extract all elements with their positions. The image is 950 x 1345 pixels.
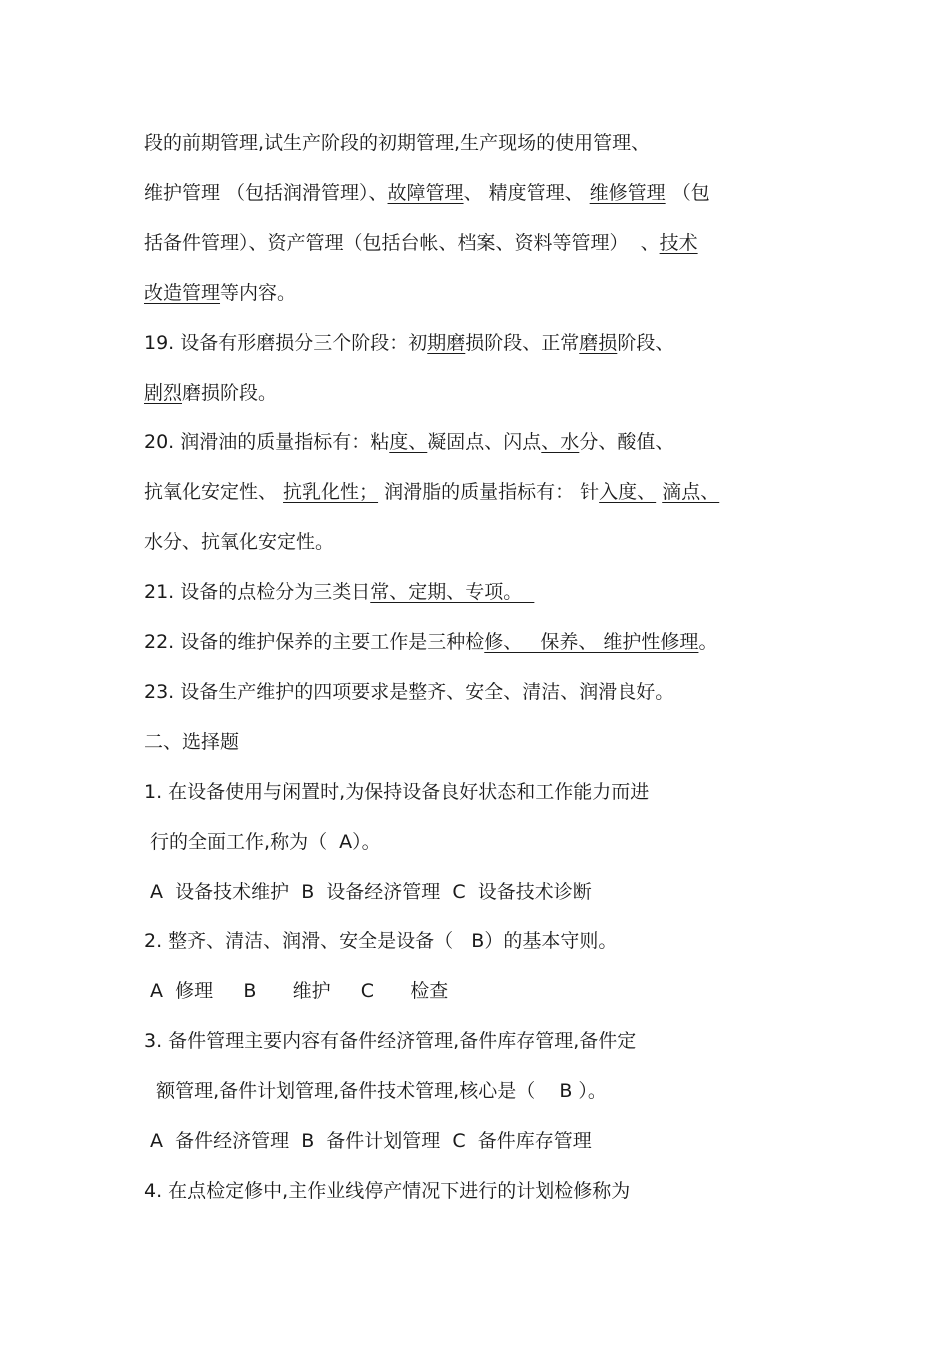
text-segment: 等内容。 — [220, 282, 297, 304]
text-segment: 维护管理 （包括润滑管理）、 — [144, 182, 388, 204]
text-segment: A 设备技术维护 B 设备经济管理 C 设备技术诊断 — [144, 881, 592, 903]
text-segment: 3. 备件管理主要内容有备件经济管理,备件库存管理,备件定 — [144, 1030, 637, 1052]
text-line — [144, 529, 334, 555]
underlined-answer: 维修管理 — [589, 182, 666, 204]
text-line — [144, 829, 381, 855]
text-line — [144, 679, 674, 705]
text-segment: 1. 在设备使用与闲置时,为保持设备良好状态和工作能力而进 — [144, 781, 650, 803]
underlined-answer: 磨损 — [579, 332, 618, 354]
text-line — [144, 978, 448, 1004]
text-segment: 19. 设备有形磨损分三个阶段：初 — [144, 332, 428, 354]
text-segment: A 修理 B 维护 C 检查 — [144, 980, 449, 1002]
text-segment: （包 — [665, 182, 710, 204]
underlined-answer: 剧烈 — [144, 382, 183, 404]
text-line — [144, 1028, 636, 1054]
underlined-answer: 抗乳化性； — [283, 481, 379, 503]
underlined-answer: 、水 — [541, 431, 580, 453]
underlined-answer: 滴点、 — [662, 481, 720, 503]
text-segment: 括备件管理）、资产管理（包括台帐、档案、资料等管理） 、 — [144, 232, 660, 254]
text-line — [144, 579, 534, 605]
text-line — [144, 380, 277, 406]
underlined-answer: 常、定期、专项。 — [370, 581, 535, 603]
underlined-answer: 入度、 — [599, 481, 657, 503]
text-segment: 行的全面工作,称为（ A）。 — [144, 831, 381, 853]
text-segment: 阶段、 — [617, 332, 675, 354]
text-segment: 22. 设备的维护保养的主要工作是三种检 — [144, 631, 485, 653]
text-segment: 23. 设备生产维护的四项要求是整齐、安全、清洁、润滑良好。 — [144, 681, 675, 703]
text-line — [144, 330, 674, 356]
text-segment: A 备件经济管理 B 备件计划管理 C 备件库存管理 — [144, 1130, 592, 1152]
text-segment: 润滑脂的质量指标有： 针 — [378, 481, 600, 503]
text-line — [144, 729, 239, 755]
underlined-answer: 期磨 — [427, 332, 466, 354]
text-segment: 凝固点、闪点 — [427, 431, 542, 453]
text-line — [144, 629, 717, 655]
text-segment: 21. 设备的点检分为三类日 — [144, 581, 371, 603]
underlined-answer: 修、 保养、 维护性修理 — [484, 631, 699, 653]
text-segment: 二、选择题 — [144, 731, 240, 753]
text-line — [144, 180, 710, 206]
underlined-answer: 故障管理 — [387, 182, 464, 204]
text-line — [144, 779, 649, 805]
text-segment: 2. 整齐、清洁、润滑、安全是设备（ B）的基本守则。 — [144, 930, 618, 952]
text-segment: 段的前期管理,试生产阶段的初期管理,生产现场的使用管理、 — [144, 132, 651, 154]
text-segment: 分、酸值、 — [579, 431, 675, 453]
text-line — [144, 429, 674, 455]
underlined-answer: 技术 — [659, 232, 698, 254]
underlined-answer: 改造管理 — [144, 282, 221, 304]
text-line — [144, 230, 698, 256]
text-segment: 4. 在点检定修中,主作业线停产情况下进行的计划检修称为 — [144, 1180, 631, 1202]
text-segment: 磨损阶段。 — [182, 382, 278, 404]
text-line — [144, 928, 617, 954]
text-segment: 损阶段、正常 — [465, 332, 580, 354]
text-line — [144, 1128, 592, 1154]
text-line — [144, 1178, 630, 1204]
text-line — [144, 130, 650, 156]
text-segment: 额管理,备件计划管理,备件技术管理,核心是（ B ）。 — [144, 1080, 607, 1102]
text-segment: 20. 润滑油的质量指标有：粘 — [144, 431, 390, 453]
text-line — [144, 1078, 607, 1104]
text-line — [144, 879, 592, 905]
underlined-answer: 度、 — [389, 431, 428, 453]
text-segment: 水分、抗氧化安定性。 — [144, 531, 335, 553]
text-line — [144, 479, 719, 505]
text-segment: 。 — [698, 631, 718, 653]
text-segment: 抗氧化安定性、 — [144, 481, 284, 503]
text-segment: 、 精度管理、 — [463, 182, 590, 204]
text-line — [144, 280, 296, 306]
